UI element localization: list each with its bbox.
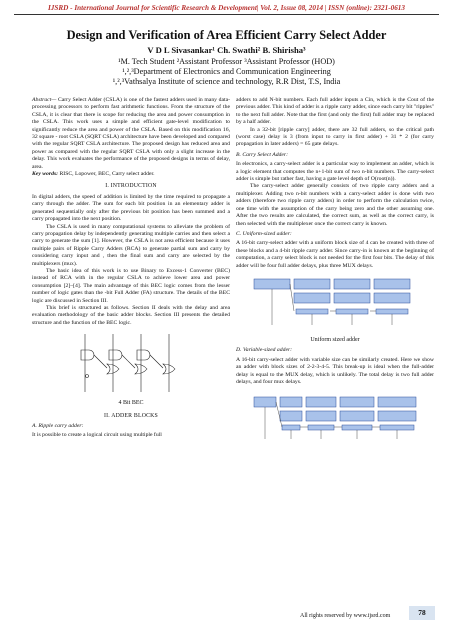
- keywords: [32, 171, 230, 178]
- ripple-carry-paragraph-3: In a 32-bit [ripple carry] adder, there are 32 full adders, so the critical path (worst case) delay is 3 (from input to carry in first adder) + 31 * 2 (for carry propagation in later adders) = 65 gate delays.: [236, 126, 434, 148]
- page-number: 78: [409, 606, 435, 620]
- uniform-adder-figure: [250, 273, 420, 335]
- intro-paragraph-2: The CSLA is used in many computational systems to alleviate the problem of carry propagation delay by independently generating multiple carries and then select a carry to generate the sum [1]. However, the CSLA is not area efficient because it uses multiple pairs of Ripple Carry Adders (RCA) to generate partial sum and carry by considering carry input and , then the final sum and carry are selected by the multiplexers (mux).: [32, 223, 230, 267]
- uniform-adder-caption: Uniform sized adder: [310, 336, 360, 343]
- abstract-label: Abstract—: [32, 97, 57, 103]
- right-column: [236, 97, 434, 449]
- ripple-carry-heading: A. Ripple carry adder:: [32, 423, 84, 429]
- abstract-text: Carry Select Adder (CSLA) is one of the fastest adders used in many data-processing processors to perform fast arithmetic functions. From the structure of the CSLA, it is clear that there is scope for reducing the area and power consumption in the CSLA. This work uses a simple and efficient gate-level modification to significantly reduce the area and power of the CSLA. Based on this modification 16, 32 square - root CSLA (SQRT CSLA) architecture have been developed and compared with the regular SQRT CSLA architecture. The proposed design has reduced area and power as compared with the regular SQRT CSLA with only a slight increase in the delay. This work evaluates the performance of the proposed designs in terms of delay, area.: [32, 97, 230, 170]
- intro-paragraph-1: In digital adders, the speed of addition is limited by the time required to propagate a carry through the adder. The sum for each bit position in an elementary adder is generated sequentially only after the previous bit position has been summed and a carry propagated into the next position.: [32, 193, 230, 223]
- variable-adder-paragraph: A 16-bit carry-select adder with variable size can be similarly created. Here we show an adder with block sizes of 2-2-3-4-5. This break-up is ideal when the full-adder delay is equal to the MUX delay, which is unlikely. The total delay is two full adder delays, and four mux delays.: [236, 356, 434, 385]
- uniform-adder-diagram: [250, 273, 420, 335]
- ripple-carry-paragraph-2: adders to add N-bit numbers. Each full adder inputs a Cin, which is the Cout of the previous adder. This kind of adder is a ripple carry adder, since each carry bit "ripples" to the next full adder. Note that the first (and only the first) full adder may be replaced by a half adder.: [236, 97, 434, 126]
- bec-figure: [71, 330, 191, 398]
- ripple-carry-paragraph-1: It is possible to create a logical circuit using multiple full: [32, 432, 162, 439]
- bec-circuit-diagram: [71, 330, 191, 398]
- keywords-text: RISC, Lopower, BEC, Carry select adder.: [58, 171, 155, 178]
- uniform-adder-heading: C. Uniform-sized adder:: [236, 230, 292, 237]
- intro-heading: I. INTRODUCTION: [105, 183, 157, 190]
- carry-select-heading: B. Carry Select Adder:: [236, 151, 289, 158]
- uniform-adder-paragraph: A 16-bit carry-select adder with a uniform block size of 4 can be created with three of these blocks and a 4-bit ripple carry adder. Since carry-in is known at the beginning of computation, a carry select block is not needed for the first four bits. The delay of this adder will be four full adder delays, plus three MUX delays.: [236, 240, 434, 269]
- bec-figure-caption: 4 Bit BEC: [118, 400, 144, 407]
- paper-title: Design and Verification of Area Efficient Carry Select Adder: [66, 28, 387, 42]
- intro-paragraph-4: This brief is structured as follows. Section II deals with the delay and area evaluation methodology of the basic adder blocks. Section III presents the detailed structure and the function of the BEC logic.: [32, 304, 230, 326]
- affiliation-1: ¹M. Tech Student ²Assistant Professor ³Assistant Professor (HOD): [118, 57, 335, 66]
- left-column: [32, 97, 230, 440]
- abstract: [32, 97, 230, 171]
- adder-blocks-heading: II. ADDER BLOCKS: [104, 412, 158, 419]
- intro-paragraph-3: The basic idea of this work is to use Binary to Excess-1 Converter (BEC) instead of RCA with in the regular CSLA to achieve lower area and power consumption [2]–[4]. The main advantage of this BEC logic comes from the lesser number of logic gates than the -bit Full Adder (FA) structure. The details of the BEC logic are discussed in Section III.: [32, 267, 230, 304]
- keywords-label: Key words:: [32, 171, 59, 178]
- authors: V D L Sivasankar¹ Ch. Swathi² B. Shirisha³: [147, 45, 306, 55]
- affiliation-2: ¹,²,³Department of Electronics and Communication Engineering: [122, 67, 331, 76]
- header-rule: [14, 14, 439, 15]
- variable-adder-heading: D. Variable-sized adder:: [236, 347, 293, 354]
- footer-rights: All rights reserved by www.ijsrd.com: [300, 613, 391, 619]
- affiliation-3: ¹,²,³Vathsalya Institute of science and technology, R.R Dist, T.S, India: [112, 77, 341, 86]
- variable-adder-figure: [250, 389, 420, 447]
- carry-select-paragraph-1: In electronics, a carry-select adder is a particular way to implement an adder, which is a logic element that computes the n+1-bit sum of two n-bit numbers. The carry-select adder is simple but rather fast, having a gate level depth of O(root(n)).: [236, 161, 434, 183]
- journal-header: IJSRD - International Journal for Scientific Research & Development| Vol. 2, Issue 08, 2014 | ISSN (online): 2321-0613: [48, 4, 405, 12]
- variable-adder-diagram: [250, 389, 420, 447]
- carry-select-paragraph-2: The carry-select adder generally consists of two ripple carry adders and a multiplexer. Adding two n-bit numbers with a carry-select adder is done with two adders (therefore two ripple carry adders) in order to perform the calculation twice, one time with the assumption of the carry being zero and the other assuming one. After the two results are calculated, the correct sum, as well as the correct carry, is then selected with the multiplexer once the correct carry is known.: [236, 183, 434, 227]
